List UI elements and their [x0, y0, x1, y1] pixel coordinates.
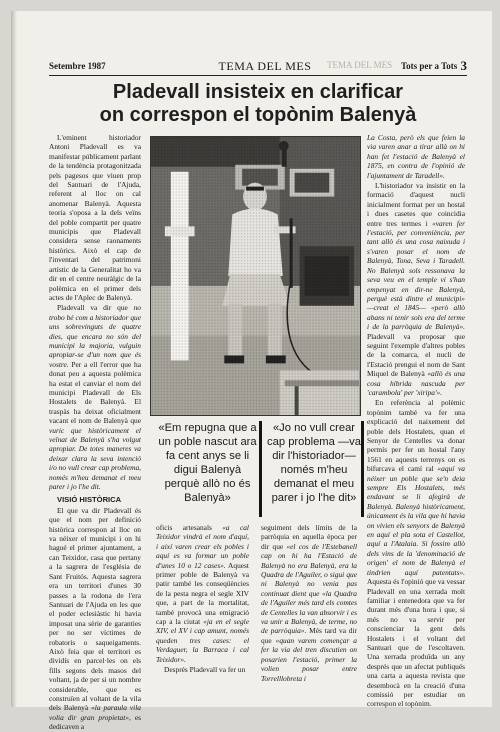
- paragraph: Pladevall va dir que no trobo bé com a historiador que uns sobrevinguts de quatre dies, que encara no són del municipi la majoria, vulguin apropiar-se d'un nom que és vostre. Per a ell l'error que ha donat peu a aquesta polèmica ha estat el canviar el nom del municipi Pladevall de Els Hostalets de Balenyà. El traspàs ha deixat oficialment vacant el nom de Balenyà que vuric que històricament el veïnat de Balenyà s'ha volgut apropiar. De totes maneres va deixar clara la seva intenció i/o no vull crear cap problema, només m'heu demanat el meu parer i jo l'he dit.: [49, 303, 141, 492]
- paragraph: oficis artesanals «a cal Teixidor vindrà el nom d'aquí, i així varen crear els pobles i aquí es va formar un poble d'unes 10 o 12 cases». Aquest primer poble de Balenyà va patir també les conseqüències de la pesta negra el segle XIV que, a part de la mortalitat, també provocà una emigració cap a la ciutat «ja en el segle XIV, el XV i cap amunt, només queden tres cases: el Verdaguer, la Barraca i cal Teixidor».: [156, 523, 249, 664]
- article-column-bottom-2: [261, 523, 357, 711]
- article-column-bottom-1: [156, 523, 249, 711]
- headline-line-2: on correspon el topònim Balenyà: [99, 104, 417, 126]
- paragraph: La Costa, però els que feien la via varen anar a tirar allà on hi han fet l'estació de Balenyà el 1875, en contra de l'opinió de l'ajuntament de Taradell».: [367, 133, 465, 180]
- article-column-left: [49, 133, 141, 732]
- headline-line-1: Pladevall insisteix en clarificar: [112, 81, 404, 103]
- paragraph: En referència al polèmic topònim també va fer una explicació del naixement del poble dels Hostalets, quan el Senyor de Centelles va donar permís per fer un hostal l'any 1561 en aquests terrenys on es bifurcava el camí ral «aquí va néixer un poble que se'n deia sempre Els Hostalets, més endavant se li afegirà de Balenyà. Balenyà històricament, únicament és la vila que hi havia on vivien els senyors de Balenyà en aquí el pla sota el Castellot, aquí a l'Atalaia. Si fossim allò dels vins de la 'denominació de origen' el nom de Balenyà el tindrien aquí patentats». Aquesta és l'opinió que va vessar Pladevall en una xerrada molt familiar i entenedora que va fer durant més d'una hora i que, si més no va servir per conscienciar la gent dels Hostalets i el voltant del Santuari que de l'escoltaven. Una xerrada produïda un any després que un afectat publiqués una carta a aquesta revista que desembocà en la creació d'una comissió per estudiar on correspon el topònim.: [367, 398, 466, 709]
- page-number: 3: [460, 58, 467, 73]
- header-rule: [49, 75, 467, 76]
- article-headline: [51, 81, 465, 127]
- magazine-page: [11, 11, 492, 732]
- paragraph: seguiment dels límits de la parròquia en aquella època per dir que «el cos de l'Estebanell cap on hi ha l'Estació de Balenyà no era Balenyà, era la Quadra de l'Aguiler, o sigui que ni Balenyà no venia pas continuat dient que «la Quadra de l'Aguiler més tard els comtes de Centelles la van absorvir i es va unir a Balenyà, de terme, no de parròquia». Més tard va dir que «quan varem començar a fer la via del tren discutien on posarien l'estació, primer la volien posar entre Torrelllobreta i: [261, 523, 357, 683]
- article-photo: [150, 136, 361, 416]
- paragraph: L'eminent historiador Antoni Pladevall es va manifestar públicament parlant de la tendència protagonitzada pels pagesos que viuen prop del Santuari de l'Ajuda, referent al lloc on cal anomenar Balenyà. Aquesta teoria s'oposa a la dels veïns del poble compartit per quatre municipis que Pladevall considera sense raonaments històrics. Això el cap de l'inventari del patrimoni artístic de la Generalitat ho va dir en el centre neuràlgic de la polèmica en el primer dels actes de l'Aplec de Balenyà.: [49, 133, 141, 302]
- paragraph: Després Pladevall va fer un: [164, 665, 246, 675]
- pull-quote-2: «Jo no vull crear cap problema —va dir l'historiador— només m'heu demanat el meu parer i jo l'he dit»: [267, 422, 361, 504]
- pull-quote-bar: [361, 421, 364, 517]
- issue-date: Setembre 1987: [49, 61, 106, 71]
- page-header: [49, 59, 467, 75]
- article-column-right: [367, 133, 465, 711]
- section-title: TEMA DEL MES: [218, 59, 312, 73]
- binding-shadow: [11, 11, 17, 707]
- paragraph: L'historiador va insistir en la formació d'aquest nucli inicialment format per un hostal i dues casetes que coincidia entre tres termes i «varen fer l'estació, per conveniència, per tant allò és una cosa naixuda i s'varen posar el nom de Balenyà, Tona, Seva i Taradell. No Balenyà sols ressonava la seva veu en el temple vi s'han empenyat en dir-ne Balenyà, perquè està dintre el municipi» —creat el 1845— «però allò abans ni tenir sols era del terme i de la parròquia de Balenyà». Pladevall va proposar que seguint l'exemple d'altres pobles de la comarca, el nucli de l'Estació prengui el nom de Sant Miquel de Balenyà «allò és una cosa híbrida nascuda per 'carambola' per 'xiripa'».: [367, 181, 465, 397]
- publication-name: Tots per a Tots: [401, 61, 458, 71]
- bleed-through-text: TEMA DEL MES: [327, 60, 393, 70]
- paragraph: El que va dir Pladevall és que el nom per definició històrica correspon al lloc on va néixer el municipi i on hi hagué el primer ajuntament, a can Teixidor, casa que pertany a la sagrera de l'església de Sant Fruitós. Aquesta sagrera era un territori d'unes 30 passes a la rodona de l'era Santuari de l'Ajuda en les que el poder eclesiàstic hi havia imposat una sèrie de garanties per no ser víctimes de robatoris o saqueigaments. Això feia que el territori es dividís en parcel·les on els fills segons dels masos del voltant, ja de per si un nombre considerable, que es construïen al voltant de la vila dels Balenyà «la paraula vila volia dir gran propietat», es dedicaven a: [49, 505, 141, 732]
- subheading: VISIÓ HISTÒRICA: [57, 495, 122, 505]
- photo-historian-speaking: [151, 137, 360, 415]
- pull-quote-1: «Em repugna que a un poble nascut ara fa cent anys se li digui Balenyà perquè allò no és Balenyà»: [158, 422, 257, 504]
- pull-quote-bar: [259, 421, 262, 517]
